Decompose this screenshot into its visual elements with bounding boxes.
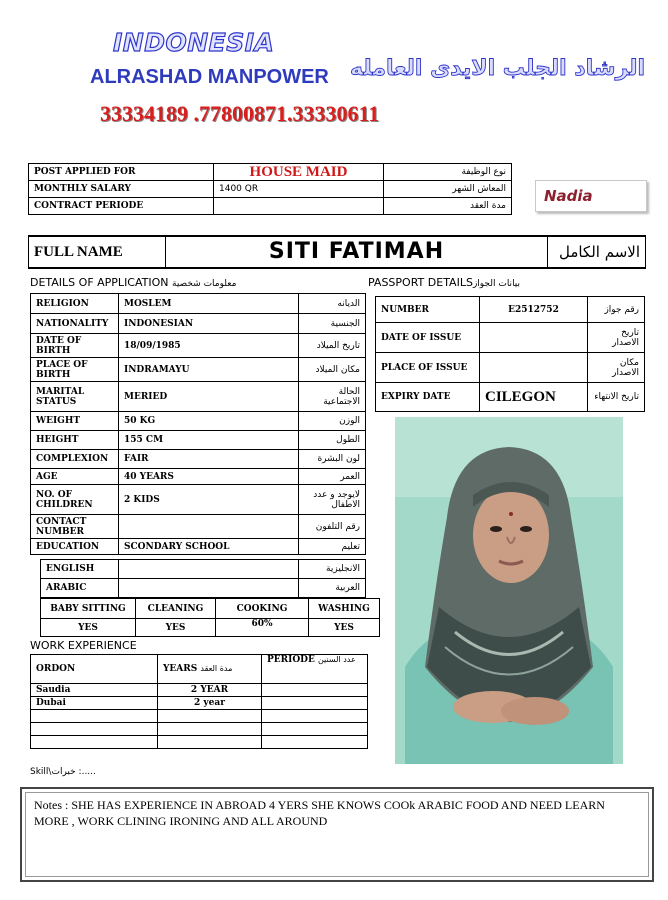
details-value: INDONESIAN xyxy=(119,314,299,334)
details-row xyxy=(31,539,366,555)
details-label: PLACE OF BIRTH xyxy=(31,358,119,382)
details-value: MOSLEM xyxy=(119,294,299,314)
contract-value xyxy=(214,198,384,215)
details-title-arabic: معلومات شخصية xyxy=(172,279,237,289)
details-label: NO. OF CHILDREN xyxy=(31,485,119,515)
details-title-text: DETAILS OF APPLICATION xyxy=(30,276,169,289)
skills-value-row xyxy=(41,619,380,637)
applicant-portrait xyxy=(395,417,623,764)
work-years xyxy=(158,723,262,736)
work-periode xyxy=(262,723,368,736)
details-arabic: العمر xyxy=(299,469,366,485)
salary-row xyxy=(29,181,512,198)
details-title xyxy=(30,276,236,289)
work-years: 2 YEAR xyxy=(158,684,262,697)
work-header-ordon: ORDON xyxy=(31,655,158,684)
details-label: WEIGHT xyxy=(31,412,119,431)
full-name-table xyxy=(28,235,646,269)
work-header-years-text: YEARS xyxy=(163,664,198,674)
passport-arabic: رقم جواز xyxy=(588,297,645,323)
details-table xyxy=(30,293,366,555)
work-row xyxy=(31,736,368,749)
post-value: HOUSE MAID xyxy=(214,164,384,181)
work-header-years xyxy=(158,655,262,684)
details-label: NATIONALITY xyxy=(31,314,119,334)
language-row xyxy=(41,579,366,598)
post-table xyxy=(28,163,512,215)
skill-header: WASHING xyxy=(309,599,380,619)
details-arabic: لايوجد و عدد الاطفال xyxy=(299,485,366,515)
skill-line: Skill\خبرات :..... xyxy=(30,767,96,777)
passport-table xyxy=(375,296,645,412)
details-value: MERIED xyxy=(119,382,299,412)
details-label: EDUCATION xyxy=(31,539,119,555)
work-periode xyxy=(262,697,368,710)
details-arabic: الطول xyxy=(299,431,366,450)
work-country: Dubai xyxy=(31,697,158,710)
details-value: 2 KIDS xyxy=(119,485,299,515)
skill-header: CLEANING xyxy=(136,599,216,619)
language-arabic: الانجليزية xyxy=(299,560,366,579)
post-row xyxy=(29,164,512,181)
work-header-periode-arabic: عدد السنين xyxy=(317,655,356,664)
salary-label: MONTHLY SALARY xyxy=(29,181,214,198)
details-arabic: رقم التلفون xyxy=(299,515,366,539)
passport-value xyxy=(480,353,588,383)
language-value xyxy=(119,560,299,579)
full-name-label: FULL NAME xyxy=(29,236,166,268)
work-row xyxy=(31,684,368,697)
passport-row xyxy=(376,353,645,383)
work-country: Saudia xyxy=(31,684,158,697)
passport-title-text: PASSPORT DETAILS xyxy=(368,276,473,289)
details-row xyxy=(31,382,366,412)
passport-title xyxy=(368,276,520,289)
salary-value: 1400 QR xyxy=(214,181,384,198)
post-label: POST APPLIED FOR xyxy=(29,164,214,181)
passport-label: DATE OF ISSUE xyxy=(376,323,480,353)
details-value: FAIR xyxy=(119,450,299,469)
contract-label: CONTRACT PERIODE xyxy=(29,198,214,215)
language-label: ARABIC xyxy=(41,579,119,598)
skill-value: YES xyxy=(136,619,216,637)
passport-value xyxy=(480,323,588,353)
details-label: CONTACT NUMBER xyxy=(31,515,119,539)
details-row xyxy=(31,294,366,314)
work-experience-title: WORK EXPERIENCE xyxy=(30,639,137,652)
details-value: INDRAMAYU xyxy=(119,358,299,382)
applicant-photo xyxy=(395,417,623,764)
work-row xyxy=(31,697,368,710)
details-value: 18/09/1985 xyxy=(119,334,299,358)
details-value: 50 KG xyxy=(119,412,299,431)
details-row xyxy=(31,334,366,358)
languages-table xyxy=(40,559,366,598)
work-row xyxy=(31,710,368,723)
work-header-periode-text: PERIODE xyxy=(267,655,315,665)
language-arabic: العربية xyxy=(299,579,366,598)
details-arabic: الجنسية xyxy=(299,314,366,334)
passport-arabic: تاريخ الانتهاء xyxy=(588,383,645,412)
work-experience-table xyxy=(30,654,368,749)
passport-row xyxy=(376,323,645,353)
details-row xyxy=(31,314,366,334)
passport-arabic: مكان الاصدار xyxy=(588,353,645,383)
skill-header: BABY SITTING xyxy=(41,599,136,619)
work-header-row xyxy=(31,655,368,684)
work-country xyxy=(31,723,158,736)
salary-arabic: المعاش الشهر xyxy=(384,181,512,198)
language-value xyxy=(119,579,299,598)
skill-value: 60% xyxy=(216,619,309,637)
work-row xyxy=(31,723,368,736)
passport-label: EXPIRY DATE xyxy=(376,383,480,412)
details-label: DATE OF BIRTH xyxy=(31,334,119,358)
skill-value: YES xyxy=(41,619,136,637)
passport-value: E2512752 xyxy=(480,297,588,323)
details-arabic: الحالة الاجتماعية xyxy=(299,382,366,412)
passport-arabic: تاريخ الاصدار xyxy=(588,323,645,353)
passport-label: PLACE OF ISSUE xyxy=(376,353,480,383)
skill-value: YES xyxy=(309,619,380,637)
details-label: MARITAL STATUS xyxy=(31,382,119,412)
details-value: SCONDARY SCHOOL xyxy=(119,539,299,555)
details-arabic: لون البشرة xyxy=(299,450,366,469)
contract-arabic: مدة العقد xyxy=(384,198,512,215)
details-label: AGE xyxy=(31,469,119,485)
details-row xyxy=(31,412,366,431)
details-value: 155 CM xyxy=(119,431,299,450)
language-label: ENGLISH xyxy=(41,560,119,579)
details-arabic: مكان الميلاد xyxy=(299,358,366,382)
passport-value: CILEGON xyxy=(480,383,588,412)
work-periode xyxy=(262,684,368,697)
work-header-years-arabic: مدة العقد xyxy=(200,664,233,673)
company-name-arabic: الرشاد الجلب الايدى العامله xyxy=(350,56,646,81)
work-years xyxy=(158,710,262,723)
language-row xyxy=(41,560,366,579)
company-name: ALRASHAD MANPOWER xyxy=(90,66,329,88)
contract-row xyxy=(29,198,512,215)
phone-numbers: 33334189 .77800871.33330611 xyxy=(100,101,380,126)
work-country xyxy=(31,736,158,749)
details-row xyxy=(31,450,366,469)
passport-row xyxy=(376,383,645,412)
details-row xyxy=(31,515,366,539)
skill-header: COOKING xyxy=(216,599,309,619)
work-header-periode xyxy=(262,655,368,684)
work-periode xyxy=(262,710,368,723)
full-name-arabic: الاسم الكامل xyxy=(548,236,646,268)
work-country xyxy=(31,710,158,723)
skills-table xyxy=(40,598,380,637)
agent-tag: Nadia xyxy=(535,180,647,212)
details-label: HEIGHT xyxy=(31,431,119,450)
details-value: 40 YEARS xyxy=(119,469,299,485)
details-row xyxy=(31,358,366,382)
details-label: RELIGION xyxy=(31,294,119,314)
work-periode xyxy=(262,736,368,749)
passport-row xyxy=(376,297,645,323)
full-name-value: SITI FATIMAH xyxy=(166,236,548,268)
skills-header-row xyxy=(41,599,380,619)
details-row xyxy=(31,431,366,450)
post-arabic: نوع الوظيفة xyxy=(384,164,512,181)
passport-title-arabic: بيانات الجواز xyxy=(472,279,521,289)
passport-label: NUMBER xyxy=(376,297,480,323)
details-row xyxy=(31,469,366,485)
details-value xyxy=(119,515,299,539)
work-years: 2 year xyxy=(158,697,262,710)
work-years xyxy=(158,736,262,749)
details-row xyxy=(31,485,366,515)
details-arabic: تاريخ الميلاد xyxy=(299,334,366,358)
notes-box: Notes : SHE HAS EXPERIENCE IN ABROAD 4 YERS SHE KNOWS COOk ARABIC FOOD AND NEED LEARN MORE , WORK CLINING IRONING AND ALL AROUND xyxy=(20,787,654,882)
details-label: COMPLEXION xyxy=(31,450,119,469)
country-title: INDONESIA xyxy=(113,28,275,57)
details-arabic: الوزن xyxy=(299,412,366,431)
details-arabic: تعليم xyxy=(299,539,366,555)
details-arabic: الديانه xyxy=(299,294,366,314)
